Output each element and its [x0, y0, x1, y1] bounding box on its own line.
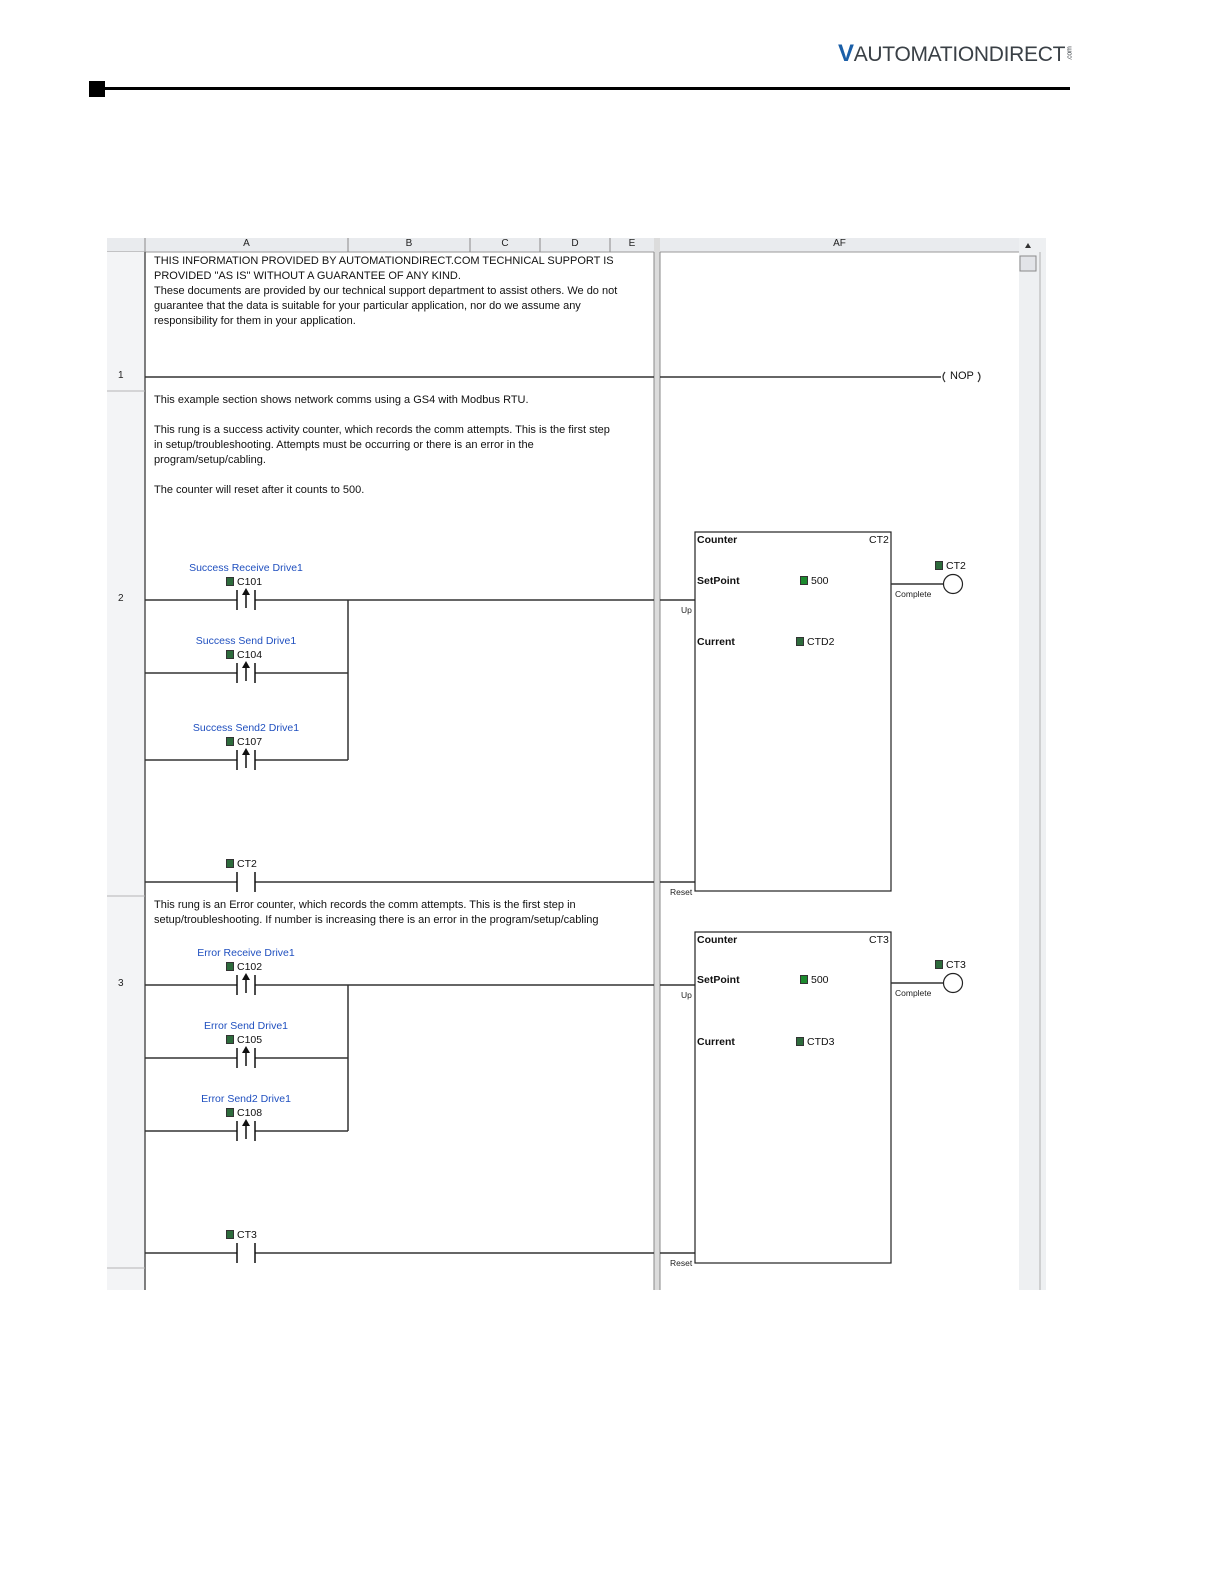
setpoint-value[interactable]: 500 [800, 974, 829, 986]
contact-address[interactable]: C102 [226, 961, 262, 973]
row-number-1[interactable]: 1 [118, 370, 124, 381]
bit-memory-icon [226, 962, 234, 971]
coil-address[interactable]: CT3 [935, 959, 966, 971]
contact-address[interactable]: C104 [226, 649, 262, 661]
vertical-scrollbar [1019, 238, 1046, 1290]
bit-memory-icon [935, 561, 943, 570]
constant-icon [800, 975, 808, 984]
row-number-2[interactable]: 2 [118, 593, 124, 604]
bit-memory-icon [226, 737, 234, 746]
setpoint-label: SetPoint [697, 974, 740, 986]
rung1-comment: THIS INFORMATION PROVIDED BY AUTOMATIONDIRECT.COM TECHNICAL SUPPORT IS PROVIDED "AS IS" WITHOUT A GUARANTEE OF ANY KIND. These documents are provided by our technical support department to assist others. We do not guarantee that the data is suitable for your particular application, nor do we assume any responsibility for them in your application. [154, 255, 618, 327]
setpoint-value[interactable]: 500 [800, 575, 829, 587]
counter-name: CT3 [869, 934, 889, 946]
reset-input-label: Reset [670, 1258, 693, 1268]
column-header-e[interactable]: E [628, 238, 636, 249]
rung3-comment: This rung is an Error counter, which records the comm attempts. This is the first step in setup/troubleshooting. If number is increasing there is an error in the program/setup/cabling [154, 899, 599, 926]
contact-address[interactable]: C108 [226, 1107, 262, 1119]
constant-icon [800, 576, 808, 585]
column-header-a[interactable]: A [243, 238, 250, 249]
register-icon [796, 637, 804, 646]
column-header-af[interactable]: AF [833, 238, 846, 249]
bit-memory-icon [226, 650, 234, 659]
contact-nickname: Success Send Drive1 [195, 635, 297, 647]
contact-nickname: Success Receive Drive1 [189, 562, 303, 574]
reset-contact-address[interactable]: CT2 [226, 858, 257, 870]
nop-output[interactable]: NOP [950, 370, 974, 382]
coil-address[interactable]: CT2 [935, 560, 966, 572]
bit-memory-icon [226, 1230, 234, 1239]
current-label: Current [697, 636, 735, 648]
complete-output-label: Complete [895, 589, 932, 599]
reset-input-label: Reset [670, 887, 693, 897]
register-icon [796, 1037, 804, 1046]
row-gutter [107, 252, 145, 1290]
contact-nickname: Error Send2 Drive1 [201, 1093, 291, 1105]
bit-memory-icon [226, 1108, 234, 1117]
column-header-b[interactable]: B [405, 238, 413, 249]
counter-title: Counter [697, 534, 738, 546]
contact-nickname: Error Receive Drive1 [197, 947, 295, 959]
header-rule [103, 87, 1070, 90]
row-number-3[interactable]: 3 [118, 978, 124, 989]
up-input-label: Up [681, 990, 692, 1000]
scroll-thumb [1020, 256, 1036, 271]
bit-memory-icon [226, 859, 234, 868]
ladder-editor[interactable] [107, 238, 1046, 1290]
coil-ct3 [944, 974, 963, 993]
reset-contact-address[interactable]: CT3 [226, 1229, 257, 1241]
contact-address[interactable]: C105 [226, 1034, 262, 1046]
current-value[interactable]: CTD3 [796, 1036, 834, 1048]
contact-address[interactable]: C101 [226, 576, 262, 588]
rung2-comment: This example section shows network comms using a GS4 with Modbus RTU. This rung is a success activity counter, which records the comm attempts. This is the first step in setup/troubleshooting. Attempts must be occurring or there is an error in the program/setup/cabling. The counter will reset after it counts to 500. [154, 394, 610, 496]
logo-check-icon: V [838, 40, 854, 67]
current-label: Current [697, 1036, 735, 1048]
up-input-label: Up [681, 605, 692, 615]
counter-title: Counter [697, 934, 738, 946]
column-header-d[interactable]: D [571, 238, 579, 249]
setpoint-label: SetPoint [697, 575, 740, 587]
brand-logo [838, 40, 1079, 68]
bit-memory-icon [226, 1035, 234, 1044]
bit-memory-icon [226, 577, 234, 586]
contact-nickname: Error Send Drive1 [203, 1020, 289, 1032]
column-header-c[interactable]: C [501, 238, 509, 249]
bit-memory-icon [935, 960, 943, 969]
brand-name: AUTOMATIONDIRECT [853, 43, 1066, 66]
contact-address[interactable]: C107 [226, 736, 262, 748]
contact-nickname: Success Send2 Drive1 [192, 722, 300, 734]
counter-name: CT2 [869, 534, 889, 546]
complete-output-label: Complete [895, 988, 932, 998]
brand-suffix: .com [1066, 46, 1074, 61]
coil-ct2 [944, 575, 963, 594]
current-value[interactable]: CTD2 [796, 636, 834, 648]
